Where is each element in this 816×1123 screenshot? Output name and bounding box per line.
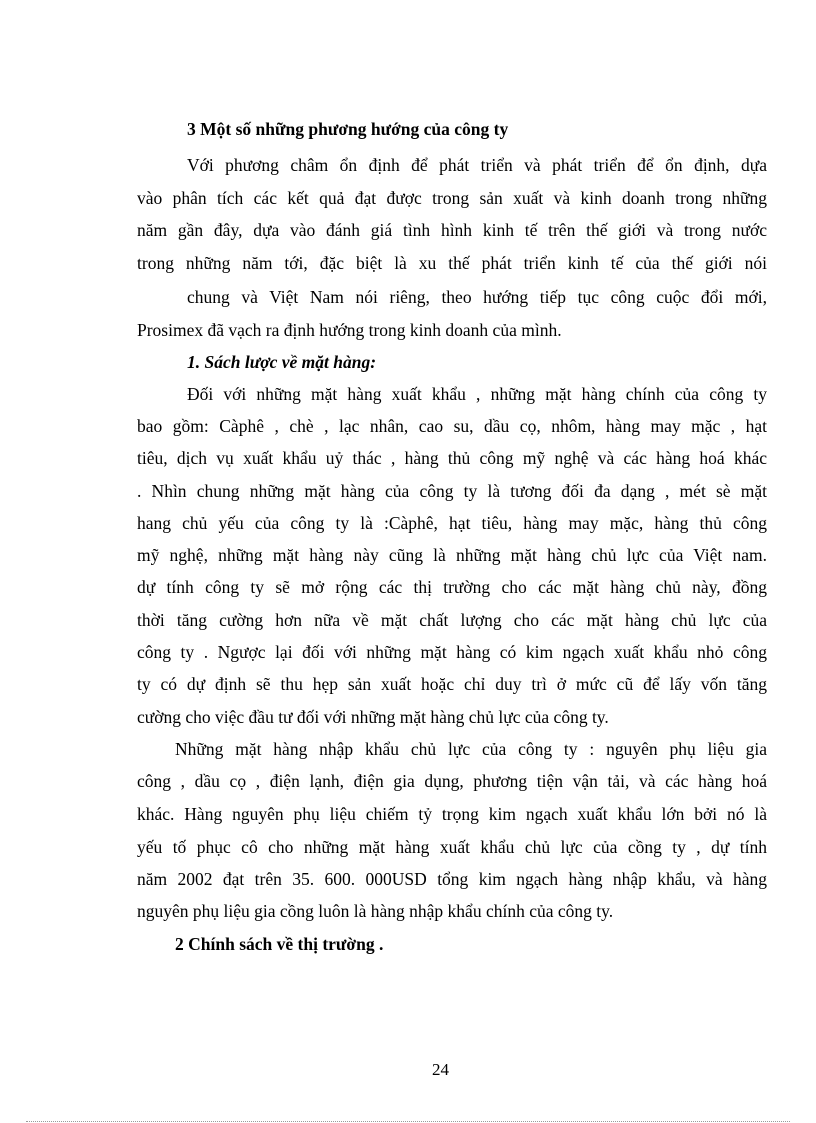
para2-line: dự tính công ty sẽ mở rộng các thị trường cho các mặt hàng chủ này, đồng — [137, 577, 767, 597]
page-bottom-rule — [26, 1121, 790, 1122]
para3-line: khác. Hàng nguyên phụ liệu chiếm tỷ trọng kim ngạch xuất khẩu lớn bởi nó là — [137, 804, 767, 824]
para1-line: vào phân tích các kết quả đạt được trong sản xuất và kinh doanh trong những — [137, 188, 767, 208]
para3-line: công , dầu cọ , điện lạnh, điện gia dụng, phương tiện vận tải, và các hàng hoá — [137, 771, 767, 791]
para1-line: chung và Việt Nam nói riêng, theo hướng tiếp tục công cuộc đổi mới, — [187, 287, 767, 307]
para3-line: yếu tố phục cô cho những mặt hàng xuất khẩu chủ lực của cồng ty , dự tính — [137, 837, 767, 857]
section-2-heading: 2 Chính sách về thị trường . — [175, 934, 384, 954]
para2-line: Đối với những mặt hàng xuất khẩu , những mặt hàng chính của công ty — [187, 384, 767, 404]
para2-line: hang chủ yếu của công ty là :Càphê, hạt tiêu, hàng may mặc, hàng thủ công — [137, 513, 767, 533]
para1-line: trong những năm tới, đặc biệt là xu thế phát triển kinh tế của thế giới nói — [137, 253, 767, 273]
section-3-heading: 3 Một số những phương hướng của công ty — [187, 119, 509, 139]
para3-line: nguyên phụ liệu gia cồng luôn là hàng nhập khẩu chính của công ty. — [137, 901, 614, 921]
page-number: 24 — [432, 1060, 449, 1079]
para3-line: năm 2002 đạt trên 35. 600. 000USD tổng kim ngạch hàng nhập khẩu, và hàng — [137, 869, 767, 889]
para2-line: . Nhìn chung những mặt hàng của công ty là tương đối đa dạng , mét sè mặt — [137, 481, 767, 501]
subsection-1-heading: 1. Sách lược về mặt hàng: — [187, 352, 377, 372]
para2-line: cường cho việc đầu tư đối với những mặt hàng chủ lực của công ty. — [137, 707, 609, 727]
para2-line: ty có dự định sẽ thu hẹp sản xuất hoặc chỉ duy trì ở mức cũ để lấy vốn tăng — [137, 674, 767, 694]
para2-line: tiêu, dịch vụ xuất khẩu uỷ thác , hàng thủ công mỹ nghệ và các hàng hoá khác — [137, 448, 767, 468]
para2-line: công ty . Ngược lại đối với những mặt hàng có kim ngạch xuất khẩu nhỏ công — [137, 642, 767, 662]
para1-line: Với phương châm ổn định để phát triển và phát triển để ổn định, dựa — [187, 155, 767, 175]
para1-line: năm gần đây, dựa vào đánh giá tình hình kinh tế trên thế giới và trong nước — [137, 220, 767, 240]
para1-line: Prosimex đã vạch ra định hướng trong kinh doanh của mình. — [137, 320, 562, 340]
para2-line: mỹ nghệ, những mặt hàng này cũng là những mặt hàng chủ lực của Việt nam. — [137, 545, 767, 565]
para2-line: thời tăng cường hơn nữa về mặt chất lượng cho các mặt hàng chủ lực của — [137, 610, 767, 630]
para2-line: bao gồm: Càphê , chè , lạc nhân, cao su, dầu cọ, nhôm, hàng may mặc , hạt — [137, 416, 767, 436]
para3-line: Những mặt hàng nhập khẩu chủ lực của công ty : nguyên phụ liệu gia — [175, 739, 767, 759]
